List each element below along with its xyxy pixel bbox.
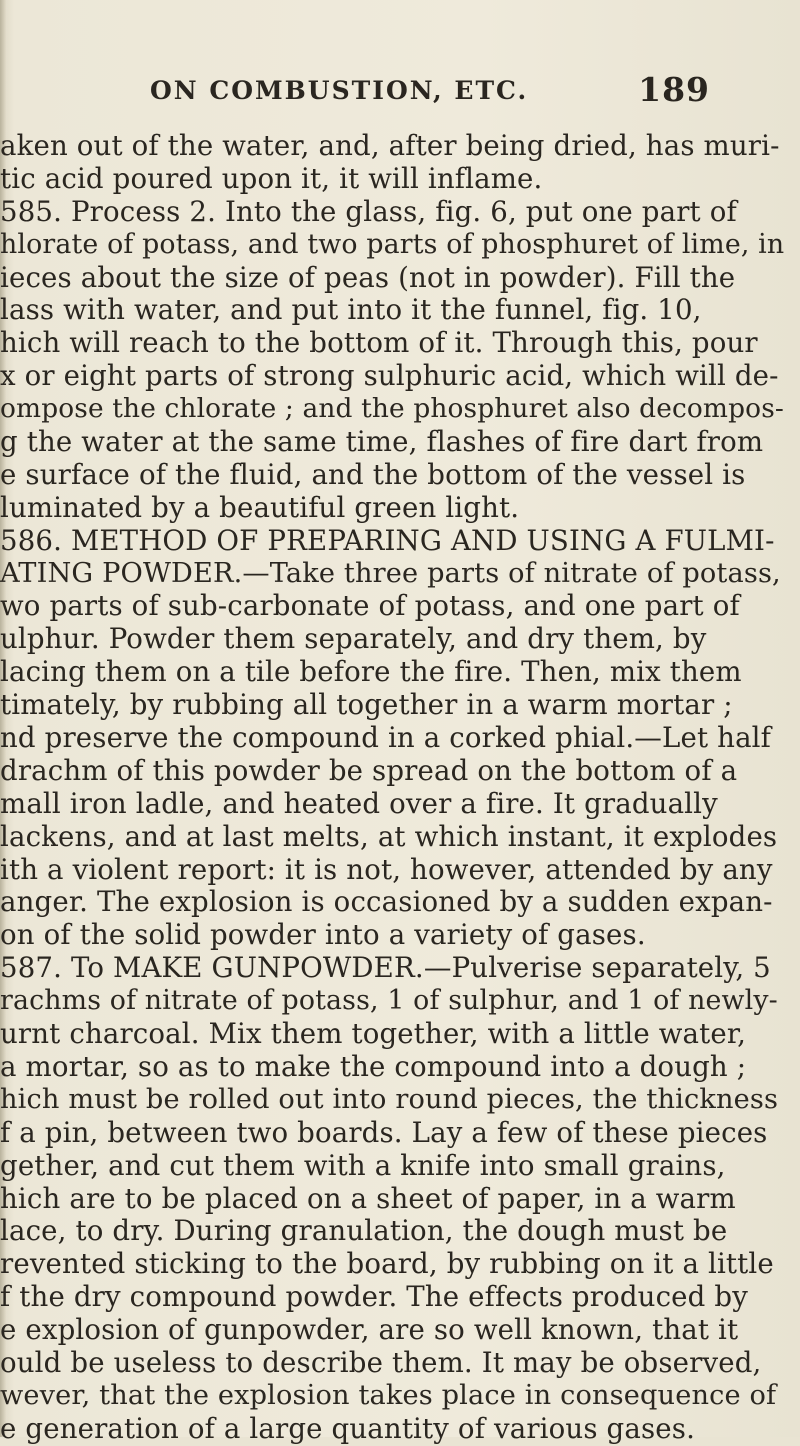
text-line: ompose the chlorate ; and the phosphuret also decompos- <box>0 393 784 425</box>
text-line: drachm of this powder be spread on the bottom of a <box>0 754 738 787</box>
text-line: 587. To MAKE GUNPOWDER.—Pulverise separately, 5 <box>0 952 771 985</box>
text-line: hich must be rolled out into round pieces, the thickness <box>0 1083 779 1115</box>
text-line: e generation of a large quantity of various gases. <box>0 1412 695 1445</box>
text-line: gether, and cut them with a knife into small grains, <box>0 1149 726 1182</box>
text-line: luminated by a beautiful green light. <box>0 491 520 524</box>
text-line: ATING POWDER.—Take three parts of nitrate of potass, <box>0 557 781 589</box>
text-line: revented sticking to the board, by rubbing on it a little <box>0 1248 774 1281</box>
running-title: ON COMBUSTION, ETC. <box>150 76 529 105</box>
text-line: lacing them on a tile before the fire. Then, mix them <box>0 656 742 689</box>
text-line: e explosion of gunpowder, are so well known, that it <box>0 1314 739 1347</box>
text-line: hlorate of potass, and two parts of phosphuret of lime, in <box>0 228 785 260</box>
text-line: x or eight parts of strong sulphuric acid, which will de- <box>0 360 779 393</box>
text-line: g the water at the same time, flashes of fire dart from <box>0 426 764 459</box>
text-line: lackens, and at last melts, at which instant, it explodes <box>0 820 778 853</box>
text-line: lass with water, and put into it the funnel, fig. 10, <box>0 294 702 327</box>
text-line: ith a violent report: it is not, however, attended by any <box>0 853 773 886</box>
text-line: nd preserve the compound in a corked phial.—Let half <box>0 722 772 755</box>
text-line: a mortar, so as to make the compound into a dough ; <box>0 1050 747 1083</box>
text-line: ulphur. Powder them separately, and dry them, by <box>0 623 707 656</box>
text-line: wever, that the explosion takes place in consequence of <box>0 1379 777 1411</box>
text-line: mall iron ladle, and heated over a fire. It gradually <box>0 787 718 820</box>
body-text <box>0 130 790 1446</box>
text-line: anger. The explosion is occasioned by a sudden expan- <box>0 886 773 919</box>
text-line: tic acid poured upon it, it will inflame. <box>0 162 543 195</box>
text-line: f the dry compound powder. The effects produced by <box>0 1281 748 1314</box>
text-line: timately, by rubbing all together in a warm mortar ; <box>0 689 733 722</box>
text-line: ould be useless to describe them. It may be observed, <box>0 1346 762 1379</box>
text-line: 586. METHOD OF PREPARING AND USING A FULMI- <box>0 524 775 557</box>
text-line: e surface of the fluid, and the bottom of the vessel is <box>0 458 746 491</box>
text-line: hich are to be placed on a sheet of paper, in a warm <box>0 1182 736 1215</box>
text-line: 585. Process 2. Into the glass, fig. 6, put one part of <box>0 195 737 228</box>
text-line: wo parts of sub-carbonate of potass, and one part of <box>0 590 740 623</box>
text-line: rachms of nitrate of potass, 1 of sulphur, and 1 of newly- <box>0 985 778 1017</box>
page-header <box>150 70 710 110</box>
text-line: hich will reach to the bottom of it. Through this, pour <box>0 327 758 360</box>
text-line: f a pin, between two boards. Lay a few of these pieces <box>0 1116 768 1149</box>
page-number: 189 <box>638 70 710 109</box>
text-line: on of the solid powder into a variety of gases. <box>0 919 646 952</box>
text-line: aken out of the water, and, after being dried, has muri- <box>0 130 780 162</box>
text-line: urnt charcoal. Mix them together, with a little water, <box>0 1018 747 1051</box>
text-line: ieces about the size of peas (not in powder). Fill the <box>0 261 736 294</box>
text-line: lace, to dry. During granulation, the dough must be <box>0 1215 728 1248</box>
